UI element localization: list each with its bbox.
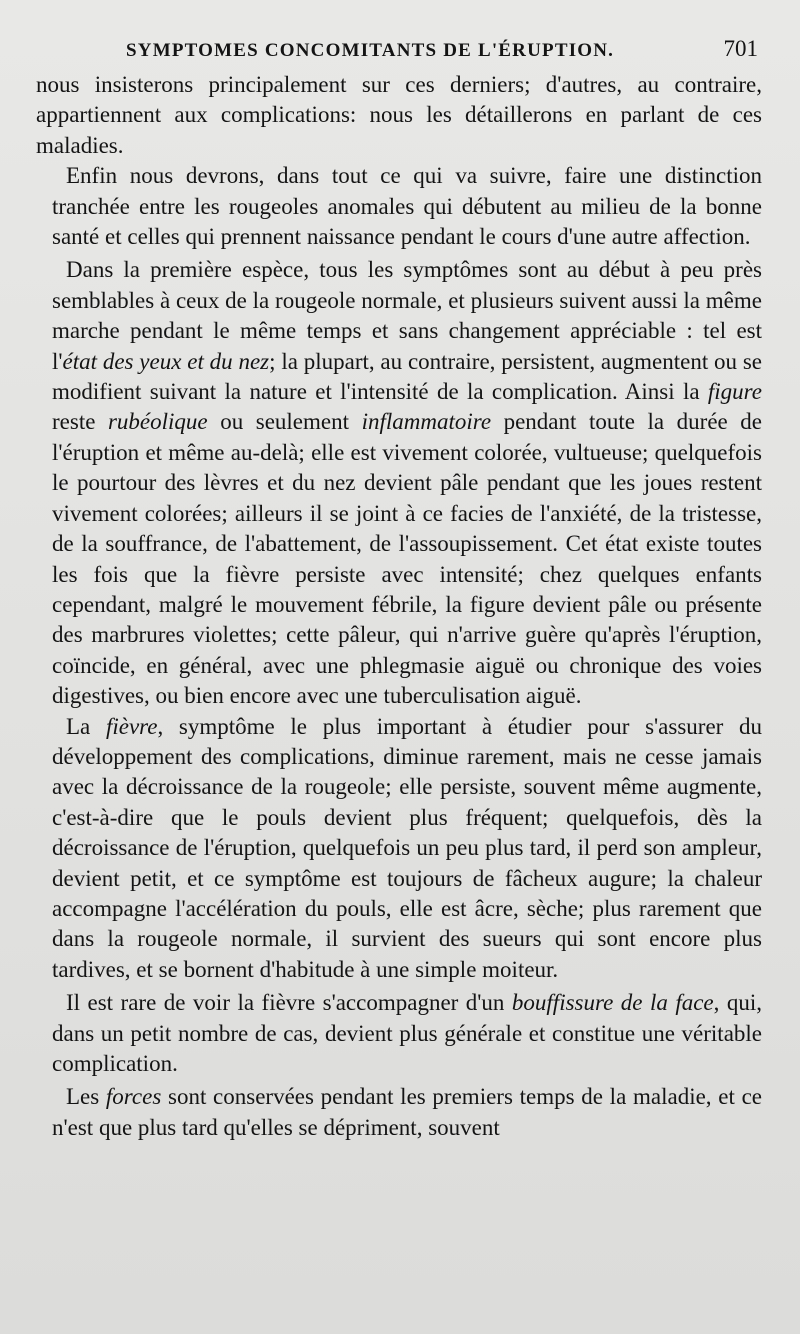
body-text [36, 70, 763, 1143]
text-run: , symptôme le plus important à étudier pour s'assurer du développement des complications, diminue rarement, mais ne cesse jamais avec la décroissance de la rougeole; elle persiste, souvent même augmente, c'est-à-dire que le pouls devient plus fréquent; quelquefois, dès la décroissance de l'éruption, quelquefois un peu plus tard, il perd son ampleur, devient petit, et ce symptôme est toujours de fâcheux augure; la chaleur accompagne l'accélération du pouls, elle est âcre, sèche; plus rarement que dans la rougeole normale, il survient des sueurs qui sont encore plus tardives, et se bornent d'habitude à une simple moiteur. [52, 713, 763, 982]
text-run: reste [52, 409, 108, 435]
text-run: Il est rare de voir la fièvre s'accompagner d'un [66, 990, 512, 1016]
paragraph [52, 161, 762, 252]
paragraph [36, 70, 762, 161]
italic-term: rubéolique [107, 409, 208, 435]
paragraph [52, 988, 762, 1079]
paragraph [52, 1082, 762, 1143]
running-title: SYMPTOMES CONCOMITANTS DE L'ÉRUPTION. [126, 40, 615, 61]
text-run: Les [66, 1084, 106, 1110]
text-run: ; la plupart, au contraire, persistent, augmentent ou se modifient suivant la nature et l'intensité de la complication. Ainsi la [52, 348, 762, 405]
text-run: , qui, dans un petit nombre de cas, devient plus générale et constitue une véritable complication. [52, 990, 763, 1076]
italic-term: fièvre [105, 713, 158, 739]
page-number: 701 [723, 36, 758, 61]
italic-term: forces [105, 1084, 162, 1110]
italic-term: figure [707, 379, 762, 405]
italic-term: état des yeux et du nez [62, 348, 270, 374]
paragraph [52, 255, 762, 711]
running-head [52, 36, 762, 66]
paragraph [52, 712, 762, 986]
text-run: La [66, 713, 106, 739]
text-run: nous insisterons principalement sur ces derniers; d'autres, au contraire, appartiennent aux complications: nous les détaillerons en parlant de ces maladies. [36, 72, 762, 158]
text-run: ou seulement [207, 409, 362, 435]
text-run: Enfin nous devrons, dans tout ce qui va suivre, faire une distinction tranchée entre les rougeoles anomales qui débutent au milieu de la bonne santé et celles qui prennent naissance pendant le cours d'une autre affection. [52, 163, 762, 250]
italic-term: inflammatoire [361, 409, 492, 435]
text-run: sont conservées pendant les premiers temps de la maladie, et ce n'est que plus tard qu'elles se dépriment, souvent [52, 1084, 762, 1140]
text-run: pendant toute la durée de l'éruption et même au-delà; elle est vivement colorée, vultueuse; quelquefois le pourtour des lèvres et du nez devient pâle pendant que les joues restent vivement colorées; ailleurs il se joint à ce facies de l'anxiété, de la tristesse, de la souffrance, de l'abattement, de l'assoupissement. Cet état existe toutes les fois que la fièvre persiste avec intensité; chez quelques enfants cependant, malgré le mouvement fébrile, la figure devient pâle ou présente des marbrures violettes; cette pâleur, qui n'arrive guère qu'après l'éruption, coïncide, en général, avec une phlegmasie aiguë ou chronique des voies digestives, ou bien encore avec une tuberculisation aiguë. [52, 409, 763, 709]
text-run: Dans la première espèce, tous les symptômes sont au début à peu près semblables à ceux de la rougeole normale, et plusieurs suivent aussi la même marche pendant le même temps et sans changement appréciable : tel est l' [52, 257, 762, 374]
italic-term: bouffissure de la face [511, 990, 714, 1016]
